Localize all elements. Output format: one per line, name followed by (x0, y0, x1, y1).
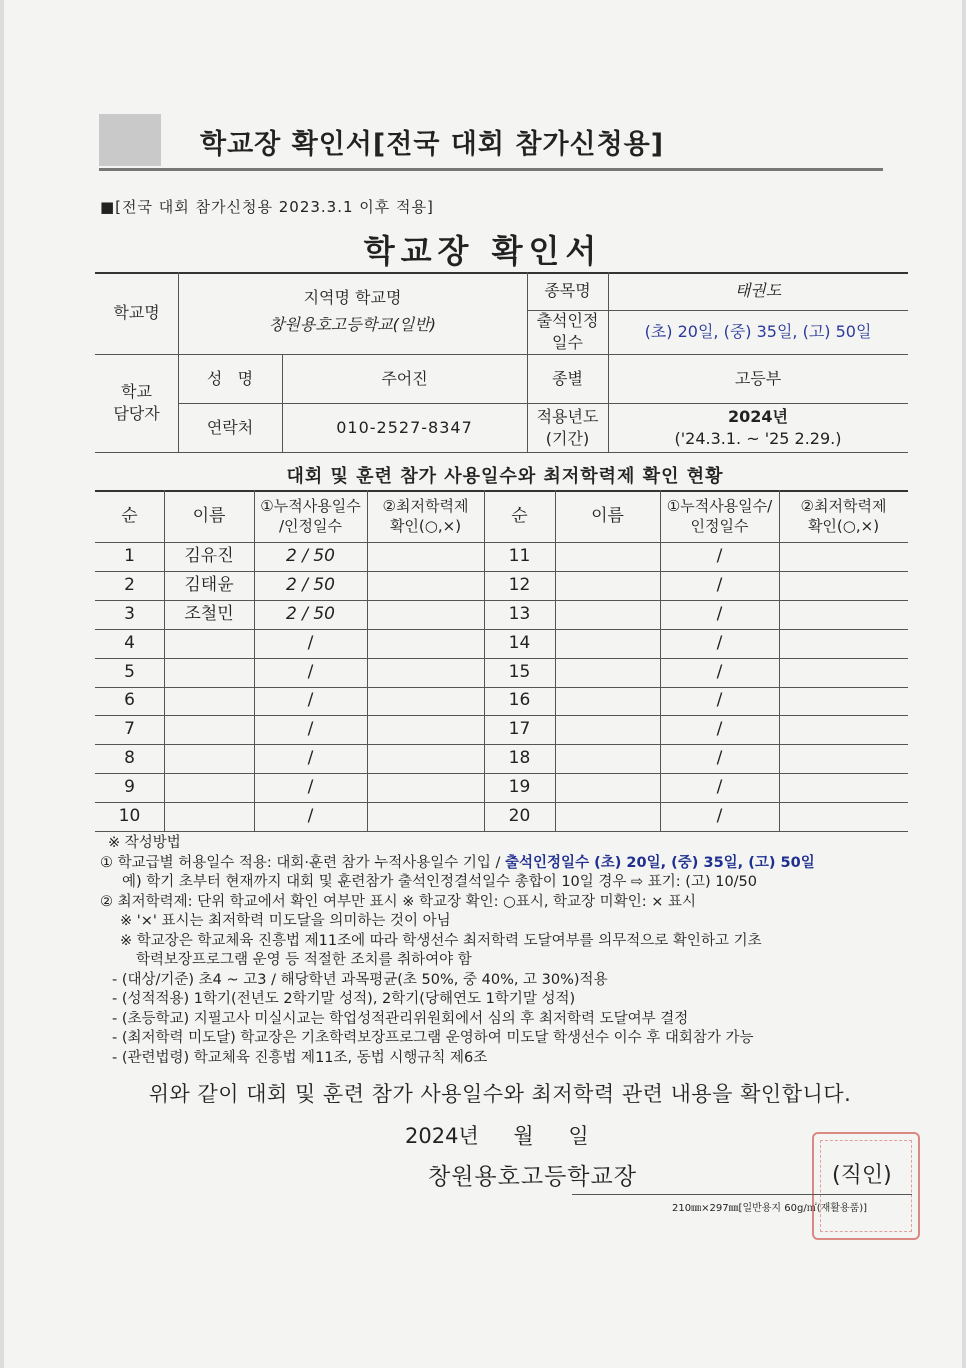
student-name: 김태윤 (184, 574, 234, 595)
manager-name-label: 성 명 (206, 368, 254, 388)
min-academic-check (779, 773, 908, 802)
note-2: ② 최저학력제: 단위 학교에서 확인 여부만 표시 ※ 학교장 확인: ○표시, 학교장 미확인: × 표시 (100, 893, 696, 910)
seal-label: (직인) (832, 1163, 892, 1188)
min-academic-check (367, 773, 484, 802)
student-name (555, 687, 660, 716)
days-used: / (716, 574, 723, 595)
year-value-period: ('24.3.1. ~ '25 2.29.) (674, 428, 842, 448)
manager-label-line2: 담당자 (113, 404, 160, 423)
min-academic-check (779, 542, 908, 571)
year-label-line1: 적용년도 (536, 406, 599, 426)
note-2-b: ※ 학교장은 학교체육 진흥법 제11조에 따라 학생선수 최저학력 도달여부를 의무적으로 확인하고 기초 (120, 932, 762, 949)
header-days-right-line1: ①누적사용일수/ (666, 496, 773, 515)
row-number: 1 (124, 545, 135, 566)
manager-label-line1: 학교 (121, 382, 152, 402)
days-used: / (307, 777, 314, 798)
student-name (164, 629, 254, 658)
header-min-right-line2: 확인(○,×) (807, 517, 880, 535)
header-name-right: 이름 (591, 505, 624, 526)
note-1 (100, 854, 910, 874)
min-academic-check (367, 542, 484, 571)
paper-spec: 210㎜×297㎜[일반용지 60g/㎡(재활용품)] (672, 1203, 868, 1214)
min-academic-check (367, 571, 484, 600)
participation-section-title: 대회 및 훈련 참가 사용일수와 최저학력제 확인 현황 (286, 466, 724, 487)
row-number: 9 (124, 777, 135, 798)
detail-5: - (관련법령) 학교체육 진흥법 제11조, 동법 시행규칙 제6조 (112, 1049, 488, 1066)
header-underline (99, 168, 883, 171)
min-academic-check (779, 687, 908, 716)
row-number: 17 (508, 719, 531, 740)
apply-note: ■[전국 대회 참가신청용 2023.3.1 이후 적용] (100, 198, 434, 216)
note-2-a: ※ '×' 표시는 최저학력 미도달을 의미하는 것이 아님 (120, 913, 451, 929)
year-label-line2: (기간) (545, 428, 590, 448)
header-days-left-line2: /인정일수 (278, 517, 342, 535)
row-number: 15 (508, 661, 531, 682)
header-days-right (660, 490, 779, 542)
student-name: 김유진 (184, 545, 234, 566)
days-used: / (716, 777, 723, 798)
event-label: 종목명 (544, 281, 591, 301)
min-academic-check (779, 658, 908, 687)
school-name-line2: 창원용호고등학교(일반) (268, 315, 437, 335)
row-number: 7 (124, 719, 135, 740)
row-number: 6 (124, 690, 135, 711)
min-academic-check (367, 802, 484, 831)
header-no-left: 순 (121, 505, 138, 526)
days-used: 2 / 50 (286, 574, 335, 595)
main-title: 학교장 확인서 (363, 232, 603, 270)
days-used: / (716, 603, 723, 624)
header-min-left (367, 490, 484, 542)
contact-value: 010-2527-8347 (336, 417, 473, 437)
header-min-left-line2: 확인(○,×) (389, 517, 462, 535)
detail-1: - (대상/기준) 초4 ~ 고3 / 해당학년 과목평균(초 50%, 중 40%, 고 30%)적용 (112, 971, 608, 988)
note-1-highlight: 출석인정일수 (초) 20일, (중) 35일, (고) 50일 (505, 854, 815, 871)
detail-3: - (초등학교) 지필고사 미실시교는 학업성적관리위원회에서 심의 후 최저학력 도달여부 결정 (112, 1010, 689, 1027)
student-name (555, 773, 660, 802)
min-academic-check (779, 802, 908, 831)
row-number: 4 (124, 632, 135, 653)
row-number: 13 (508, 603, 531, 624)
row-number: 5 (124, 661, 135, 682)
document-header-title: 학교장 확인서[전국 대회 참가신청용] (200, 129, 665, 160)
min-academic-check (779, 571, 908, 600)
student-name (164, 687, 254, 716)
days-used: / (716, 632, 723, 653)
row-number: 14 (508, 632, 531, 653)
days-used: / (307, 661, 314, 682)
manager-name-value: 주어진 (381, 368, 428, 388)
manager-label (95, 354, 178, 452)
min-academic-check (367, 687, 484, 716)
header-gray-block (99, 114, 161, 166)
header-name-left: 이름 (192, 505, 226, 526)
year-value (608, 403, 908, 452)
header-min-right-line1: ②최저학력제 (800, 496, 887, 515)
days-used: / (716, 690, 723, 711)
category-label: 종별 (552, 368, 583, 388)
days-used: / (307, 690, 314, 711)
attendance-label-line2: 일수 (552, 333, 583, 352)
footer-divider (572, 1194, 912, 1195)
days-used: / (307, 748, 314, 769)
min-academic-check (367, 658, 484, 687)
row-number: 3 (124, 603, 135, 624)
header-days-left (254, 490, 367, 542)
header-days-right-line2: 인정일수 (690, 517, 749, 535)
confirmation-date: 2024년 월 일 (405, 1124, 589, 1148)
confirmation-statement: 위와 같이 대회 및 훈련 참가 사용일수와 최저학력 관련 내용을 확인합니다. (148, 1082, 852, 1106)
contact-label: 연락처 (206, 417, 254, 437)
days-used: / (307, 632, 314, 653)
days-used: / (307, 719, 314, 740)
min-academic-check (779, 715, 908, 744)
row-number: 12 (508, 574, 531, 595)
attendance-label-line1: 출석인정 (536, 311, 599, 331)
student-name: 조철민 (184, 603, 234, 624)
min-academic-check (367, 715, 484, 744)
days-used: / (716, 806, 723, 827)
detail-4: - (최저학력 미도달) 학교장은 기초학력보장프로그램 운영하여 미도달 학생선수 이수 후 대회참가 가능 (112, 1030, 754, 1046)
days-used: 2 / 50 (286, 545, 335, 566)
student-name (164, 744, 254, 773)
attendance-value: (초) 20일, (중) 35일, (고) 50일 (644, 322, 872, 342)
writing-instructions (100, 834, 910, 1068)
days-used: 2 / 50 (286, 603, 335, 624)
student-name (555, 571, 660, 600)
attendance-label (527, 310, 608, 354)
detail-2: - (성적적용) 1학기(전년도 2학기말 성적), 2학기(당해연도 1학기말 성적) (112, 991, 576, 1007)
row-number: 19 (508, 777, 531, 798)
row-number: 2 (124, 574, 135, 595)
year-label (527, 403, 608, 452)
min-academic-check (367, 629, 484, 658)
days-used: / (716, 545, 723, 566)
student-name (164, 773, 254, 802)
row-number: 8 (124, 748, 135, 769)
student-name (555, 802, 660, 831)
header-days-left-line1: ①누적사용일수 (260, 496, 361, 515)
header-no-right: 순 (511, 505, 528, 526)
student-name (555, 744, 660, 773)
note-2-c: 학력보장프로그램 운영 등 적절한 조치를 취하여야 함 (136, 952, 472, 968)
student-name (555, 715, 660, 744)
min-academic-check (779, 629, 908, 658)
note-1-text: ① 학교급별 허용일수 적용: 대회·훈련 참가 누적사용일수 기입 / (100, 854, 506, 871)
student-name (555, 542, 660, 571)
header-min-left-line1: ②최저학력제 (382, 496, 469, 515)
student-name (164, 802, 254, 831)
row-number: 20 (508, 806, 531, 827)
year-value-year: 2024년 (728, 406, 788, 426)
min-academic-check (779, 744, 908, 773)
notes-heading: ※ 작성방법 (108, 835, 181, 851)
header-min-right (779, 490, 908, 542)
note-1-example: 예) 학기 초부터 현재까지 대회 및 훈련참가 출석인정결석일수 총합이 10일 경우 ⇨ 표기: (고) 10/50 (122, 874, 758, 890)
days-used: / (716, 748, 723, 769)
school-name-label: 학교명 (113, 303, 160, 323)
event-value: 태권도 (734, 281, 782, 301)
student-name (555, 658, 660, 687)
days-used: / (716, 661, 723, 682)
principal-name: 창원용호고등학교장 (428, 1164, 637, 1190)
row-number: 10 (118, 806, 141, 827)
school-name-line1: 지역명 학교명 (303, 288, 402, 308)
days-used: / (307, 806, 314, 827)
min-academic-check (367, 600, 484, 629)
student-name (555, 629, 660, 658)
category-value: 고등부 (734, 368, 782, 388)
student-name (164, 658, 254, 687)
student-name (164, 715, 254, 744)
days-used: / (716, 719, 723, 740)
row-number: 11 (508, 545, 531, 566)
min-academic-check (367, 744, 484, 773)
row-number: 18 (508, 748, 531, 769)
student-name (555, 600, 660, 629)
row-number: 16 (508, 690, 531, 711)
min-academic-check (779, 600, 908, 629)
